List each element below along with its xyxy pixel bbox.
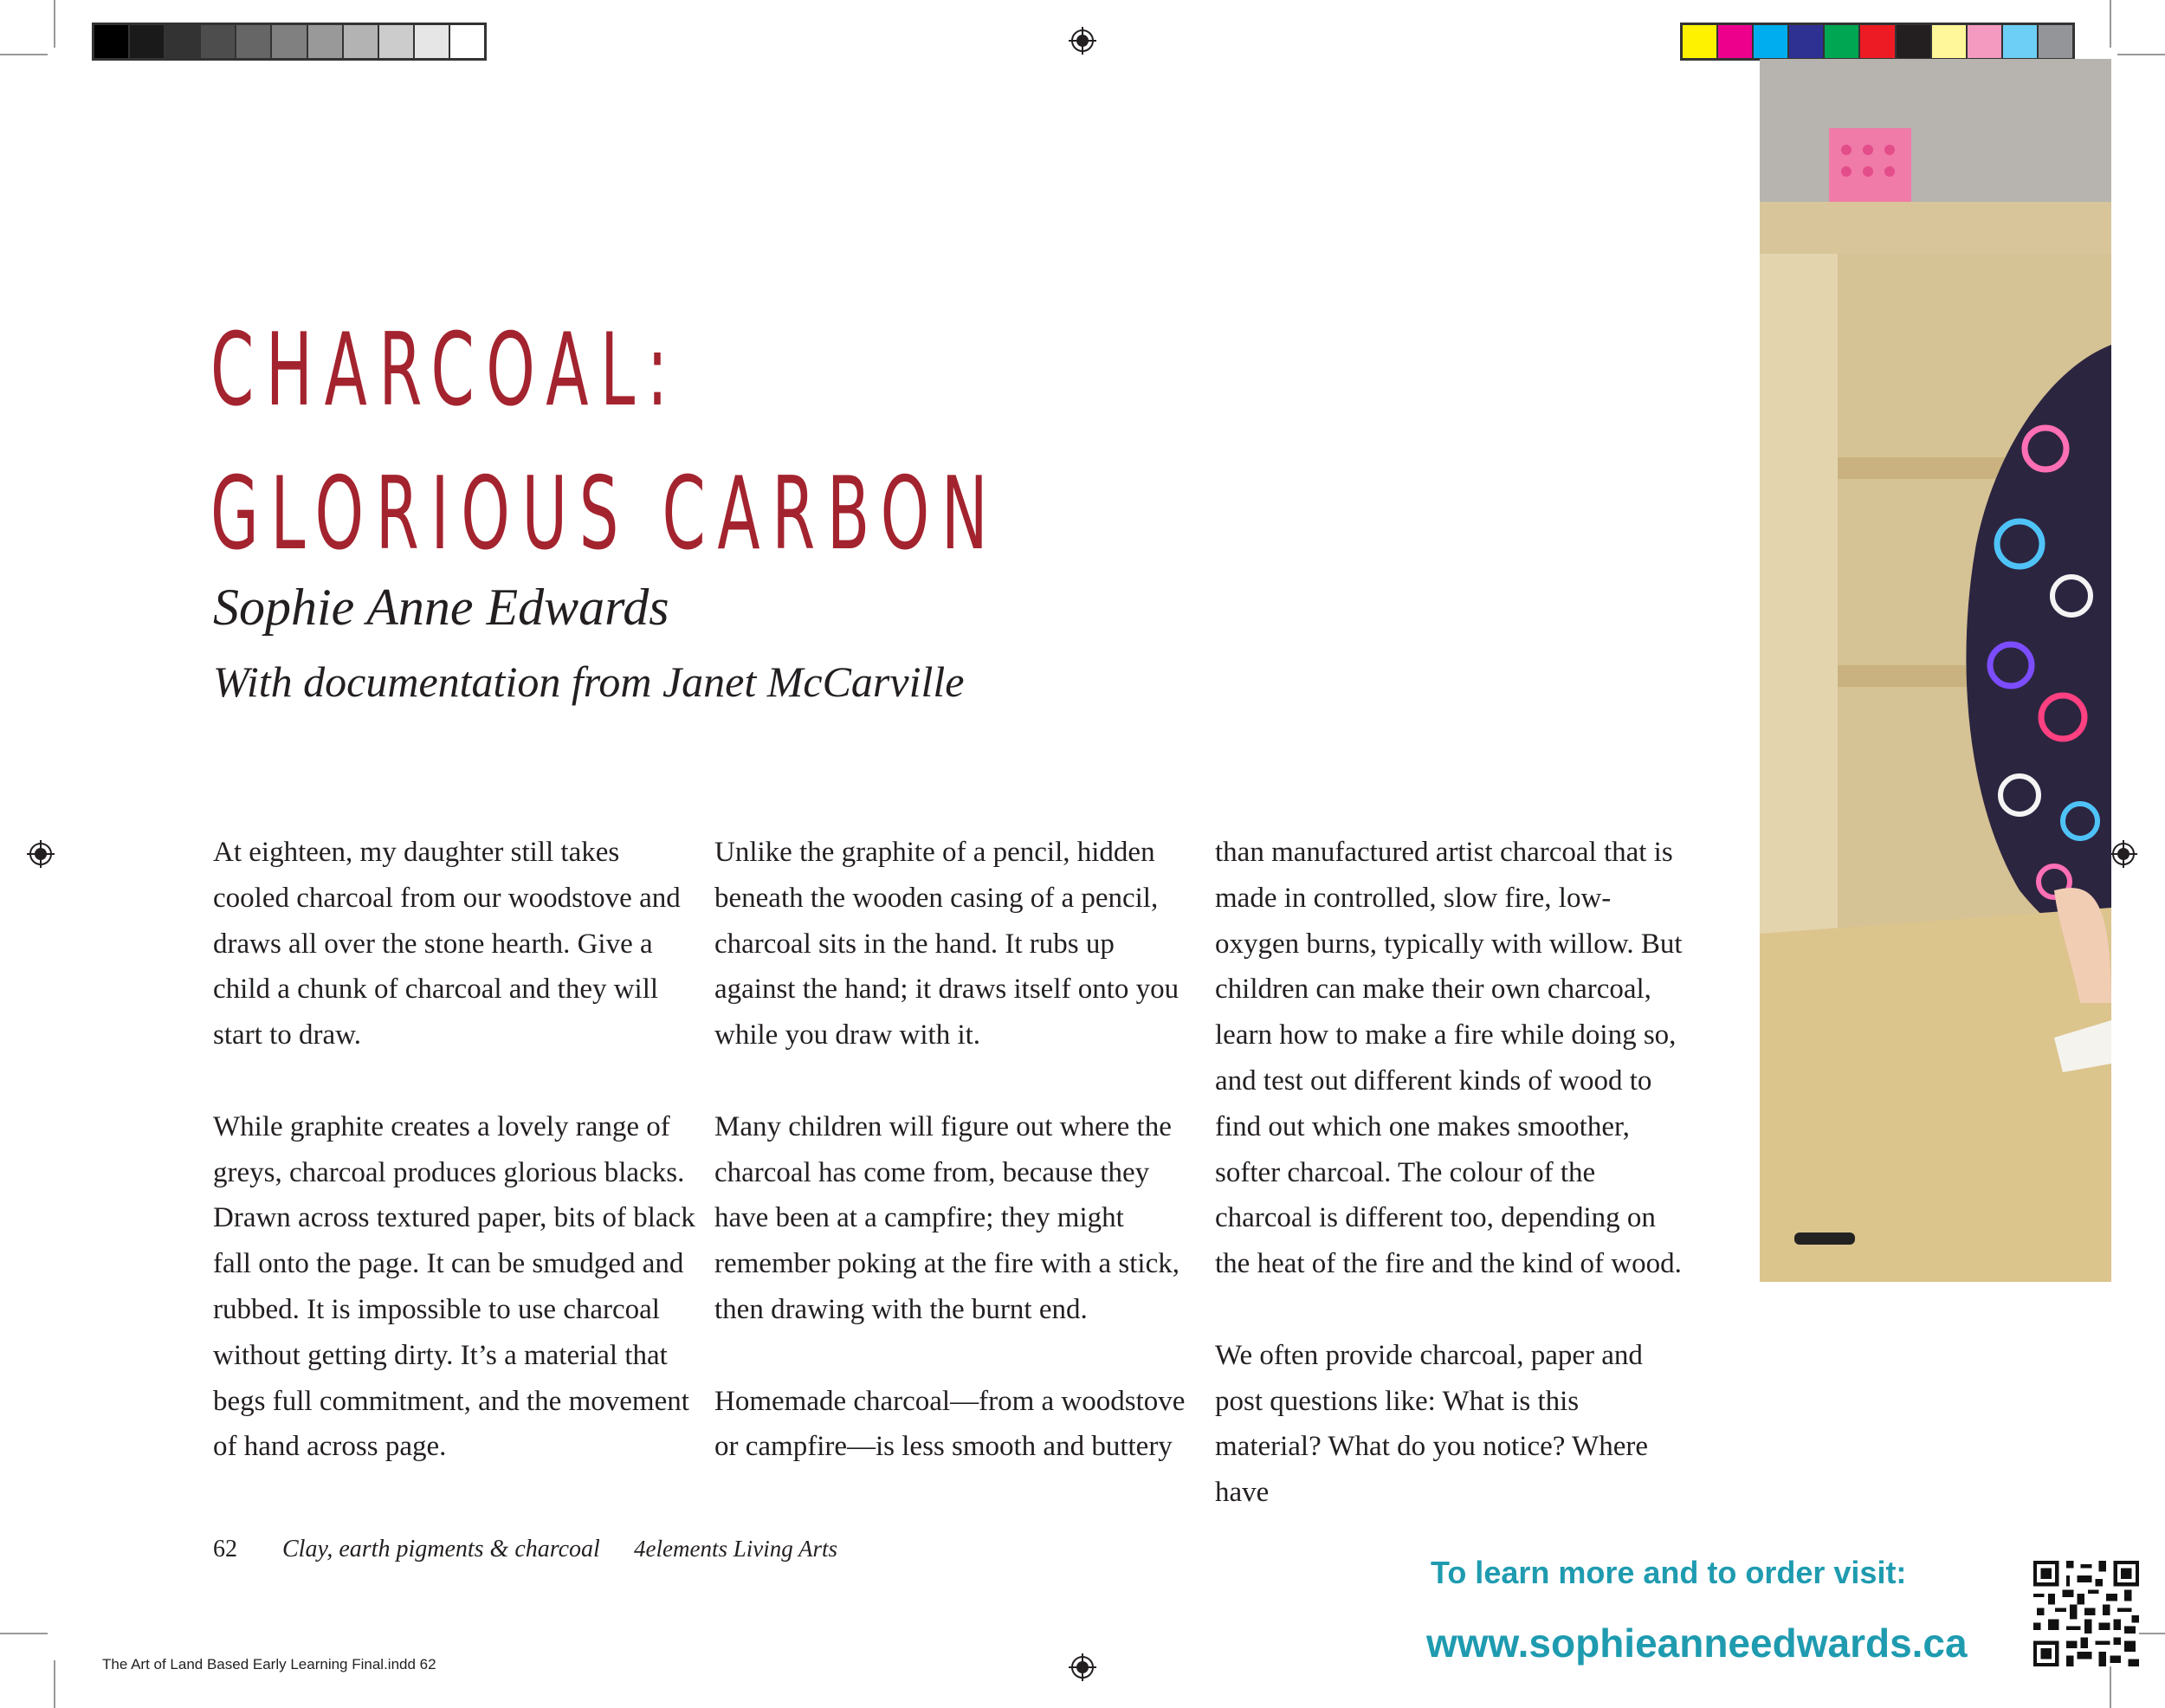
color-swatch: [2003, 25, 2039, 58]
color-swatch: [1789, 25, 1825, 58]
color-swatch: [165, 25, 201, 58]
color-swatch: [1860, 25, 1896, 58]
body-column-2: [714, 830, 1199, 1470]
body-column-3: [1215, 830, 1683, 1516]
color-swatch: [1932, 25, 1968, 58]
file-slug: The Art of Land Based Early Learning Final.indd 62: [102, 1656, 436, 1672]
paragraph: We often provide charcoal, paper and post questions like: What is this material? What do you notice? Where have: [1215, 1339, 1648, 1509]
qr-code-icon[interactable]: [2033, 1561, 2139, 1666]
paragraph: Unlike the graphite of a pencil, hidden beneath the wooden casing of a pencil, charcoal sits in the hand. It rubs up against the hand; it draws itself onto you while you draw with it.: [714, 837, 1179, 1051]
order-prompt: To learn more and to order visit:: [1431, 1555, 1907, 1590]
crop-mark: [54, 1660, 55, 1708]
color-swatch: [1754, 25, 1789, 58]
crop-mark: [54, 0, 55, 48]
crop-mark: [0, 1633, 48, 1634]
color-swatch: [1897, 25, 1932, 58]
article-subtitle: With documentation from Janet McCarville: [213, 657, 965, 706]
registration-mark-icon: [1069, 1653, 1096, 1681]
color-swatch: [2039, 25, 2072, 58]
color-swatch: [1968, 25, 2003, 58]
color-swatch: [201, 25, 236, 58]
title-line-2: GLORIOUS CARBON: [210, 456, 1000, 573]
registration-mark-icon: [1069, 27, 1096, 55]
photo-illustration: [1760, 59, 2111, 1282]
child-drawing-photo: [1760, 59, 2111, 1282]
color-swatch: [308, 25, 344, 58]
crop-mark: [2110, 0, 2111, 48]
article-title: [210, 299, 999, 586]
color-swatch: [94, 25, 130, 58]
process-color-bar: [1680, 23, 2075, 61]
crop-mark: [2110, 1660, 2111, 1708]
registration-mark-icon: [27, 840, 55, 868]
crop-mark: [2117, 54, 2165, 55]
color-swatch: [236, 25, 272, 58]
paragraph: While graphite creates a lovely range of greys, charcoal produces glorious blacks. Drawn across textured paper, bits of black fall onto the page. It can be smudged and rubbed. It is impossible to use charcoal without getting dirty. It’s a material that begs full commitment, and the movement of hand across page.: [213, 1110, 695, 1463]
color-swatch: [1718, 25, 1754, 58]
paragraph: Many children will figure out where the charcoal has come from, because they have been at a campfire; they might remember poking at the fire with a stick, then drawing with the burnt end.: [714, 1110, 1179, 1325]
color-swatch: [1683, 25, 1718, 58]
color-swatch: [272, 25, 307, 58]
paragraph: At eighteen, my daughter still takes cooled charcoal from our woodstove and draws all over the stone hearth. Give a child a chunk of charcoal and they will start to draw.: [213, 837, 681, 1051]
running-section-title: Clay, earth pigments & charcoal: [282, 1536, 600, 1562]
publication-name: 4elements Living Arts: [634, 1536, 837, 1562]
page-number: 62: [213, 1536, 237, 1562]
paragraph: Homemade charcoal—from a woodstove or campfire—is less smooth and buttery: [714, 1385, 1186, 1463]
grayscale-color-bar: [92, 23, 487, 61]
paragraph: than manufactured artist charcoal that is made in controlled, slow fire, low-oxygen burns, typically with willow. But children can make their own charcoal, learn how to make a fire while doing so, and test out different kinds of wood to find out which one makes smoother, softer charcoal. The colour of the charcoal is different too, depending on the heat of the fire and the kind of wood.: [1215, 837, 1683, 1280]
color-swatch: [379, 25, 415, 58]
color-swatch: [130, 25, 165, 58]
crop-mark: [0, 54, 48, 55]
article-author: Sophie Anne Edwards: [213, 579, 669, 636]
body-column-1: [213, 830, 698, 1470]
registration-mark-icon: [2110, 840, 2137, 868]
color-swatch: [450, 25, 484, 58]
title-line-1: CHARCOAL:: [210, 312, 680, 429]
color-swatch: [415, 25, 450, 58]
color-swatch: [344, 25, 379, 58]
color-swatch: [1825, 25, 1860, 58]
website-link[interactable]: www.sophieanneedwards.ca: [1426, 1621, 1968, 1666]
